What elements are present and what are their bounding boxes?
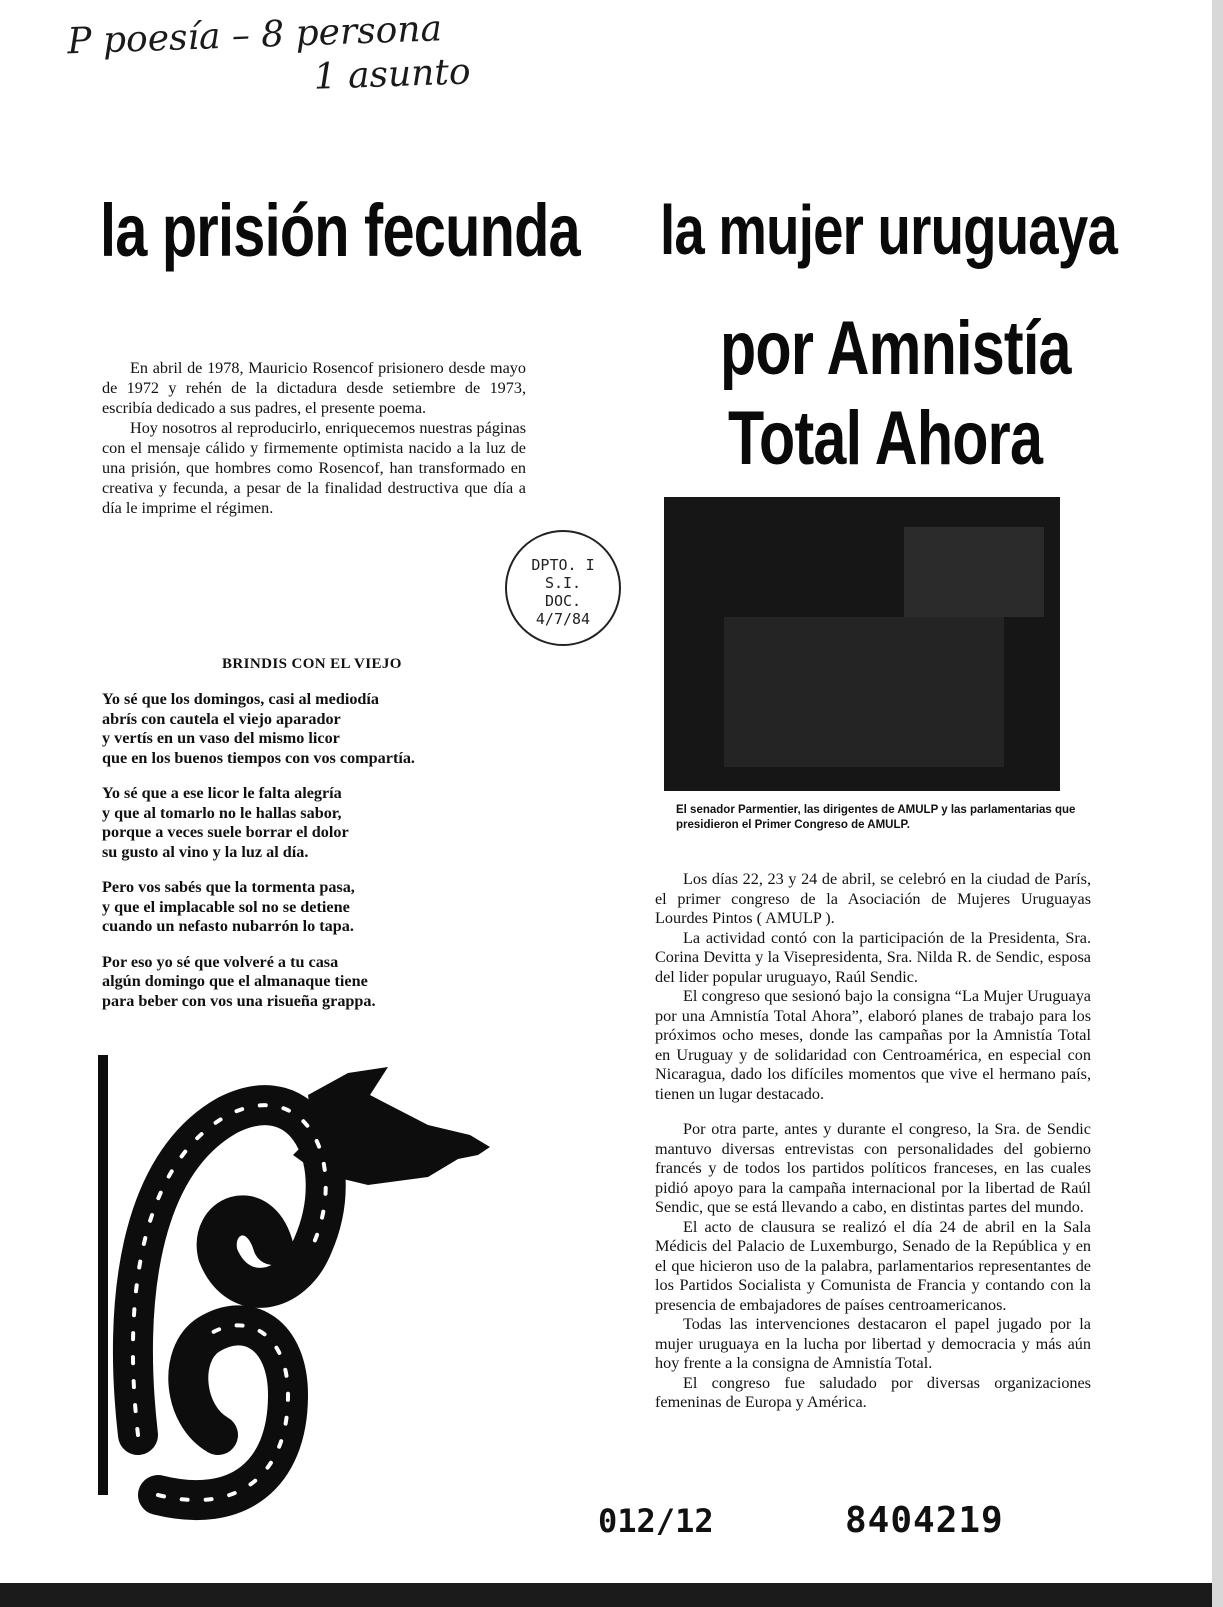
article-body	[655, 870, 1091, 1413]
poem-line: algún domingo que el almanaque tiene	[102, 972, 368, 990]
stamp-line: S.I.	[544, 574, 582, 592]
article-paragraph: Todas las intervenciones destacaron el papel jugado por la mujer uruguaya en la lucha por libertad y democracia y más aún hoy frente a la consigna de Amnistía Total.	[655, 1315, 1091, 1372]
right-headline-line1: la mujer uruguaya	[660, 191, 1118, 269]
handwritten-note	[67, 4, 550, 109]
right-headline-line2: por Amnistía	[720, 306, 1071, 391]
poem-line: cuando un nefasto nubarrón lo tapa.	[102, 917, 354, 935]
stamp-line: DPTO. I	[531, 556, 595, 574]
poem-line: y que el implacable sol no se detiene	[102, 897, 350, 916]
poem-line: Yo sé que a ese licor le falta alegría	[102, 784, 342, 802]
poem-line: porque a veces suele borrar el dolor	[102, 823, 349, 841]
article-paragraph: El acto de clausura se realizó el día 24 de abril en la Sala Médicis del Palacio de Luxemburgo, Senado de la República y en el que hicieron uso de la palabra, parlamentarios representantes de los Partidos Socialista y Comunista de Francia y contando con la presencia de embajadores de países centroamericanos.	[655, 1217, 1091, 1314]
reference-number: 012/12	[598, 1502, 714, 1540]
artwork-left-border	[98, 1055, 108, 1495]
poem-stanza	[102, 784, 432, 862]
rope-and-dove-illustration	[98, 1055, 578, 1523]
poem	[102, 690, 432, 1027]
rope-icon	[133, 1105, 326, 1500]
archive-stamp	[505, 530, 621, 646]
poem-stanza	[102, 953, 432, 1012]
intro-text	[102, 358, 526, 518]
poem-line: Pero vos sabés que la tormenta pasa,	[102, 878, 355, 896]
poem-line: y vertís en un vaso del mismo licor	[102, 729, 340, 747]
poem-title: BRINDIS CON EL VIEJO	[222, 656, 402, 672]
stamp-line: DOC.	[544, 592, 582, 610]
right-headline-line3: Total Ahora	[728, 396, 1043, 481]
article-paragraph: El congreso que sesionó bajo la consigna “La Mujer Uruguaya por una Amnistía Total Ahora”, elaboró planes de trabajo para los próximos ocho meses, donde las campañas por la Amnistía Total en Uruguay y de solidaridad con Centroamérica, en especial con Nicaragua, dado los difíciles momentos que vive el hermano país, tienen un lugar destacado.	[655, 987, 1091, 1103]
poem-line: y que al tomarlo no le hallas sabor,	[102, 803, 342, 822]
poem-line: para beber con vos una risueña grappa.	[102, 991, 376, 1010]
intro-paragraph: Hoy nosotros al reproducirlo, enriquecemos nuestras páginas con el mensaje cálido y firmemente optimista nacido a la luz de una prisión, que hombres como Rosencof, han transformado en creativa y fecunda, a pesar de la finalidad destructiva que día a día le imprime el régimen.	[102, 419, 526, 517]
article-paragraph: La actividad contó con la participación de la Presidenta, Sra. Corina Devitta y la Visepresidenta, Sra. Nilda R. de Sendic, esposa del lider popular uruguayo, Raúl Sendic.	[655, 928, 1091, 986]
poem-line: Yo sé que los domingos, casi al mediodía	[102, 690, 380, 708]
poem-line: Por eso yo sé que volveré a tu casa	[102, 952, 339, 971]
photo-caption: El senador Parmentier, las dirigentes de AMULP y las parlamentarias que presidieron el Primer Congreso de AMULP.	[676, 804, 1076, 831]
handwritten-note-line2: 1 asunto	[313, 51, 472, 98]
handwritten-note-line1: P poesía – 8 persona	[66, 8, 443, 63]
congress-photo	[664, 497, 1060, 791]
article-paragraph: Por otra parte, antes y durante el congreso, la Sra. de Sendic mantuvo diversas entrevistas con personalidades del gobierno francés y de todos los partidos políticos franceses, en las cuales pidió apoyo para la campaña internacional por la libertad de Raúl Sendic, que se está llevando a cabo, en distintas partes del mundo.	[655, 1120, 1091, 1216]
poem-stanza	[102, 878, 432, 937]
right-scan-edge	[1212, 0, 1223, 1607]
photo-background-shape	[904, 527, 1044, 617]
stamp-line: 4/7/84	[535, 610, 591, 628]
poem-line: que en los buenos tiempos con vos compartía.	[102, 748, 415, 767]
article-paragraph: Los días 22, 23 y 24 de abril, se celebró en la ciudad de París, el primer congreso de la Asociación de Mujeres Uruguayas Lourdes Pintos ( AMULP ).	[655, 870, 1091, 927]
poem-stanza	[102, 690, 432, 768]
poem-line: abrís con cautela el viejo aparador	[102, 709, 341, 728]
left-headline: la prisión fecunda	[100, 189, 580, 272]
document-number: 8404219	[845, 1500, 1004, 1541]
poem-line: su gusto al vino y la luz al día.	[102, 842, 309, 861]
photo-figures-shape	[724, 617, 1004, 767]
intro-paragraph: En abril de 1978, Mauricio Rosencof prisionero desde mayo de 1972 y rehén de la dictadura desde setiembre de 1973, escribía dedicado a sus padres, el presente poema.	[102, 359, 526, 417]
bottom-scan-edge	[0, 1583, 1223, 1607]
article-paragraph: El congreso fue saludado por diversas organizaciones femeninas de Europa y América.	[655, 1373, 1091, 1411]
